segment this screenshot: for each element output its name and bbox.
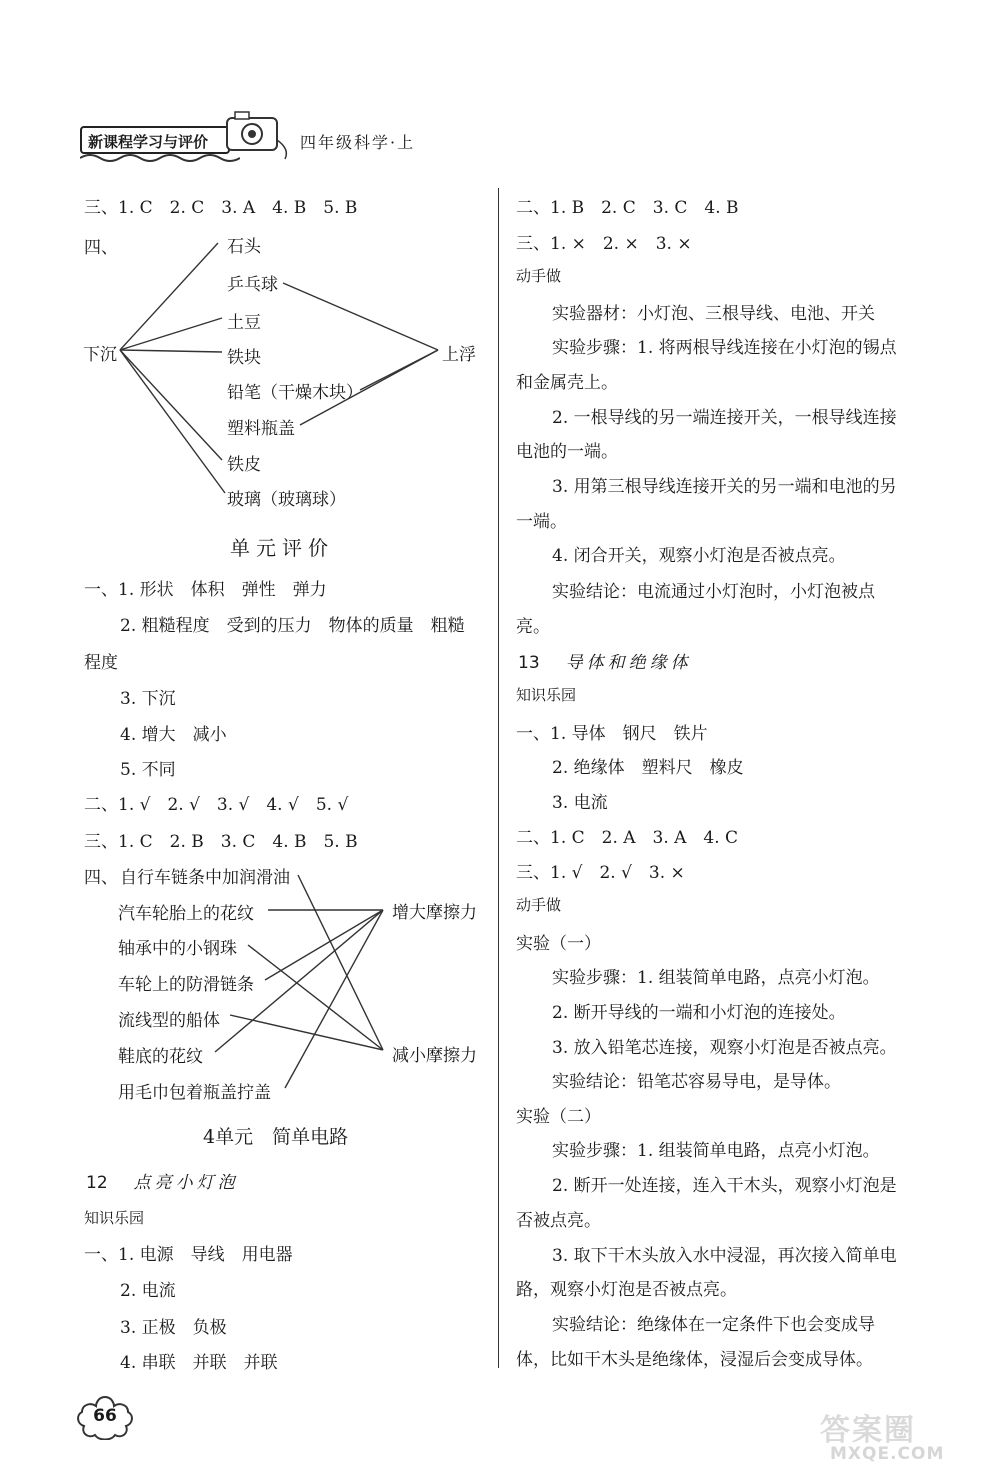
subsection-heading: 动手做: [516, 267, 562, 285]
subsection-heading: 知识乐园: [516, 686, 577, 704]
answer-line: 一、1. 导体 钢尺 铁片: [516, 724, 708, 744]
match2-prefix: 四、: [84, 868, 118, 888]
answer-line: 3. 取下干木头放入水中浸湿，再次接入简单电: [552, 1246, 897, 1266]
subsection-heading: 动手做: [516, 896, 562, 914]
answer-line: 实验步骤：1. 组装简单电路，点亮小灯泡。: [552, 1141, 880, 1161]
answer-line: 4. 增大 减小: [120, 725, 227, 745]
match-right-label: 减小摩擦力: [392, 1046, 477, 1066]
match-item: 塑料瓶盖: [227, 419, 295, 439]
match-item: 铁块: [227, 348, 261, 368]
answer-line: 实验结论：铅笔芯容易导电，是导体。: [552, 1072, 841, 1092]
answer-line: 程度: [84, 653, 118, 673]
match-item: 土豆: [227, 313, 261, 333]
answer-line: 实验步骤：1. 将两根导线连接在小灯泡的锡点: [552, 338, 897, 358]
page-number: 66: [93, 1406, 117, 1426]
match-item: 石头: [227, 237, 261, 257]
experiment-heading: 实验（一）: [516, 934, 601, 954]
answer-line: 路，观察小灯泡是否被点亮。: [516, 1280, 737, 1300]
answer-line: 2. 粗糙程度 受到的压力 物体的质量 粗糙: [120, 616, 465, 636]
unit-title: 4单元 简单电路: [203, 1126, 349, 1148]
match-item: 自行车链条中加润滑油: [120, 868, 290, 888]
answer-line: 三、1. C 2. B 3. C 4. B 5. B: [84, 832, 358, 852]
answer-line: 2. 断开导线的一端和小灯泡的连接处。: [552, 1003, 846, 1023]
answer-line: 实验器材：小灯泡、三根导线、电池、开关: [552, 304, 875, 324]
lesson-title: [518, 648, 692, 673]
answer-line: 电池的一端。: [516, 442, 618, 462]
section-title: 单元评价: [230, 536, 334, 560]
answer-line: 2. 断开一处连接，连入干木头，观察小灯泡是: [552, 1176, 897, 1196]
match-right-label: 上浮: [442, 345, 476, 365]
book-title: 新课程学习与评价: [80, 126, 230, 154]
answer-line: 否被点亮。: [516, 1211, 601, 1231]
answer-line: 3. 正极 负极: [120, 1318, 227, 1338]
match-item: 铁皮: [227, 455, 261, 475]
lesson-title: [86, 1168, 239, 1193]
match-item: 轴承中的小钢珠: [118, 939, 237, 959]
page-number-badge: [76, 1394, 134, 1440]
watermark-url: MXQE.COM: [830, 1444, 945, 1464]
match-item: 流线型的船体: [118, 1011, 220, 1031]
answer-line: 三、1. √ 2. √ 3. ×: [516, 863, 685, 883]
page-subtitle: 四年级科学·上: [300, 133, 416, 152]
answer-line: 四、: [84, 238, 118, 258]
match-item: 铅笔（干燥木块）: [227, 383, 363, 403]
match-item: 用毛巾包着瓶盖拧盖: [118, 1083, 271, 1103]
answer-line: 二、1. B 2. C 3. C 4. B: [516, 198, 739, 218]
answer-line: 三、1. × 2. × 3. ×: [516, 234, 692, 254]
lesson-name: 点亮小灯泡: [133, 1173, 239, 1193]
answer-line: 一、1. 形状 体积 弹性 弹力: [84, 580, 327, 600]
match-item: 车轮上的防滑链条: [118, 975, 254, 995]
match-left-label: 下沉: [83, 345, 117, 365]
match-item: 乒乓球: [227, 275, 278, 295]
answer-line: 一、1. 电源 导线 用电器: [84, 1245, 293, 1265]
lesson-name: 导体和绝缘体: [565, 653, 692, 673]
answer-line: 3. 下沉: [120, 689, 176, 709]
match-item: 玻璃（玻璃球）: [227, 490, 346, 510]
lesson-number: 13: [518, 653, 540, 673]
answer-line: 5. 不同: [120, 760, 176, 780]
answer-line: 二、1. C 2. A 3. A 4. C: [516, 828, 739, 848]
answer-line: 体，比如干木头是绝缘体，浸湿后会变成导体。: [516, 1350, 873, 1370]
answer-line: 实验结论：绝缘体在一定条件下也会变成导: [552, 1315, 875, 1335]
answer-line: 亮。: [516, 617, 550, 637]
answer-line: 和金属壳上。: [516, 373, 618, 393]
answer-line: 2. 电流: [120, 1281, 176, 1301]
experiment-heading: 实验（二）: [516, 1107, 601, 1127]
answer-line: 4. 串联 并联 并联: [120, 1353, 278, 1373]
answer-line: 实验步骤：1. 组装简单电路，点亮小灯泡。: [552, 968, 880, 988]
answer-line: 3. 电流: [552, 793, 608, 813]
answer-line: 一端。: [516, 512, 567, 532]
answer-line: 三、1. C 2. C 3. A 4. B 5. B: [84, 198, 358, 218]
answer-line: 4. 闭合开关，观察小灯泡是否被点亮。: [552, 546, 846, 566]
subsection-heading: 知识乐园: [84, 1209, 145, 1227]
answer-line: 二、1. √ 2. √ 3. √ 4. √ 5. √: [84, 795, 349, 815]
answer-line: 2. 绝缘体 塑料尺 橡皮: [552, 758, 744, 778]
answer-line: 3. 放入铅笔芯连接，观察小灯泡是否被点亮。: [552, 1038, 897, 1058]
match-item: 汽车轮胎上的花纹: [118, 904, 254, 924]
lesson-number: 12: [86, 1173, 108, 1193]
match-right-label: 增大摩擦力: [392, 903, 477, 923]
answer-line: 3. 用第三根导线连接开关的另一端和电池的另: [552, 477, 897, 497]
answer-line: 实验结论：电流通过小灯泡时，小灯泡被点: [552, 582, 875, 602]
match-item: 鞋底的花纹: [118, 1047, 203, 1067]
answer-line: 2. 一根导线的另一端连接开关，一根导线连接: [552, 408, 897, 428]
watermark-logo: 答案圈: [820, 1413, 916, 1448]
